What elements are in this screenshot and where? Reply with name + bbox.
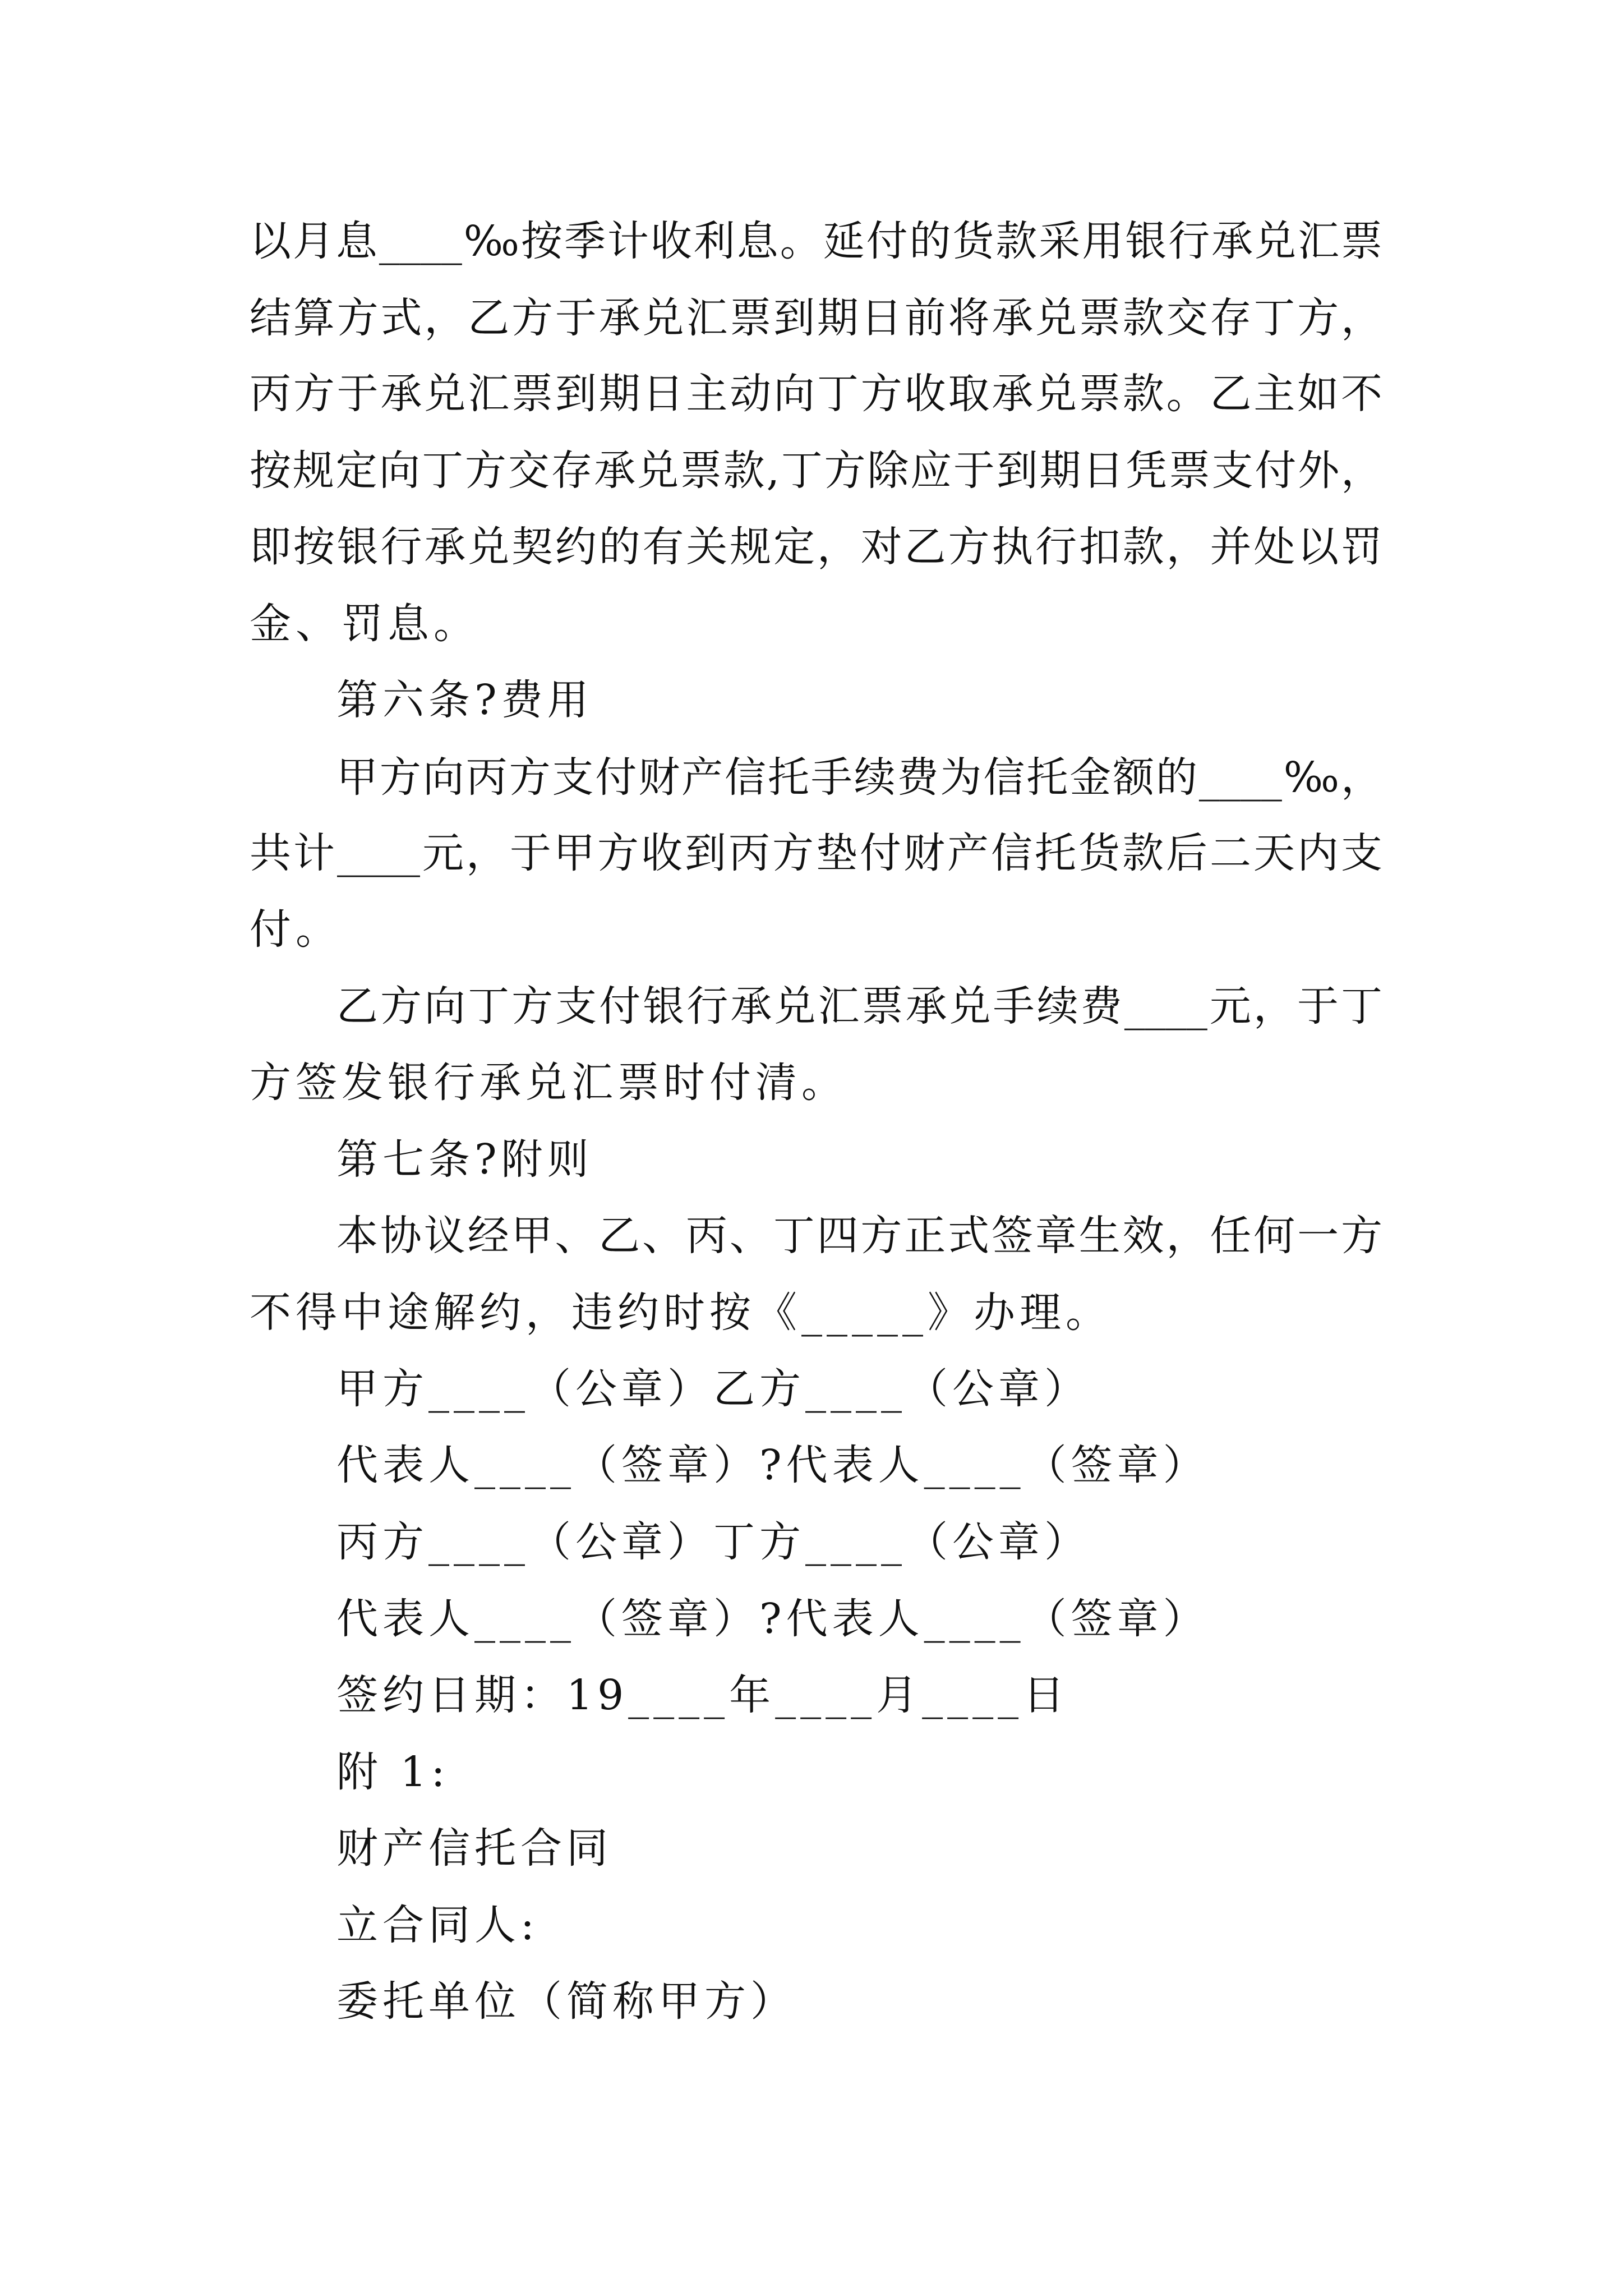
paragraph-line-2: 结算方式，乙方于承兑汇票到期日前将承兑票款交存丁方， xyxy=(250,294,1382,342)
contract-parties-label: 立合同人: xyxy=(336,1901,539,1949)
signing-date-line: 签约日期：19____年____月____日 xyxy=(336,1671,1069,1719)
paragraph-line-3: 丙方于承兑汇票到期日主动向丁方收取承兑票款。乙主如不 xyxy=(250,370,1382,418)
section-heading-article-7: 第七条?附则 xyxy=(336,1135,593,1184)
appendix-label: 附 1: xyxy=(336,1748,450,1796)
paragraph-line-14: 本协议经甲、乙、丙、丁四方正式签章生效，任何一方 xyxy=(336,1212,1382,1260)
paragraph-line-12: 方签发银行承兑汇票时付清。 xyxy=(250,1059,847,1107)
paragraph-line-8: 甲方向丙方支付财产信托手续费为信托金额的____‰， xyxy=(336,753,1382,802)
signature-line-representatives-2: 代表人____（签章）?代表人____（签章） xyxy=(336,1595,1209,1643)
paragraph-line-4: 按规定向丁方交存承兑票款,丁方除应于到期日凭票支付外， xyxy=(250,447,1382,495)
paragraph-line-11: 乙方向丁方支付银行承兑汇票承兑手续费____元，于丁 xyxy=(336,982,1382,1030)
appendix-title: 财产信托合同 xyxy=(336,1824,612,1872)
signature-line-representatives-1: 代表人____（签章）?代表人____（签章） xyxy=(336,1441,1209,1489)
paragraph-line-15: 不得中途解约，违约时按《_____》办理。 xyxy=(250,1289,1112,1337)
signature-line-party-a-b: 甲方____（公章）乙方____（公章） xyxy=(336,1365,1090,1413)
paragraph-line-9: 共计____元，于甲方收到丙方垫付财产信托货款后二天内支 xyxy=(250,829,1382,877)
section-heading-article-6: 第六条?费用 xyxy=(336,676,593,724)
entrusting-party-label: 委托单位（简称甲方） xyxy=(336,1977,796,2026)
paragraph-line-10: 付。 xyxy=(250,905,342,954)
signature-line-party-c-d: 丙方____（公章）丁方____（公章） xyxy=(336,1518,1090,1566)
paragraph-line-5: 即按银行承兑契约的有关规定，对乙方执行扣款，并处以罚 xyxy=(250,523,1382,571)
paragraph-line-1: 以月息____‰按季计收利息。延付的货款采用银行承兑汇票 xyxy=(250,217,1382,265)
paragraph-line-6: 金、罚息。 xyxy=(250,600,479,648)
